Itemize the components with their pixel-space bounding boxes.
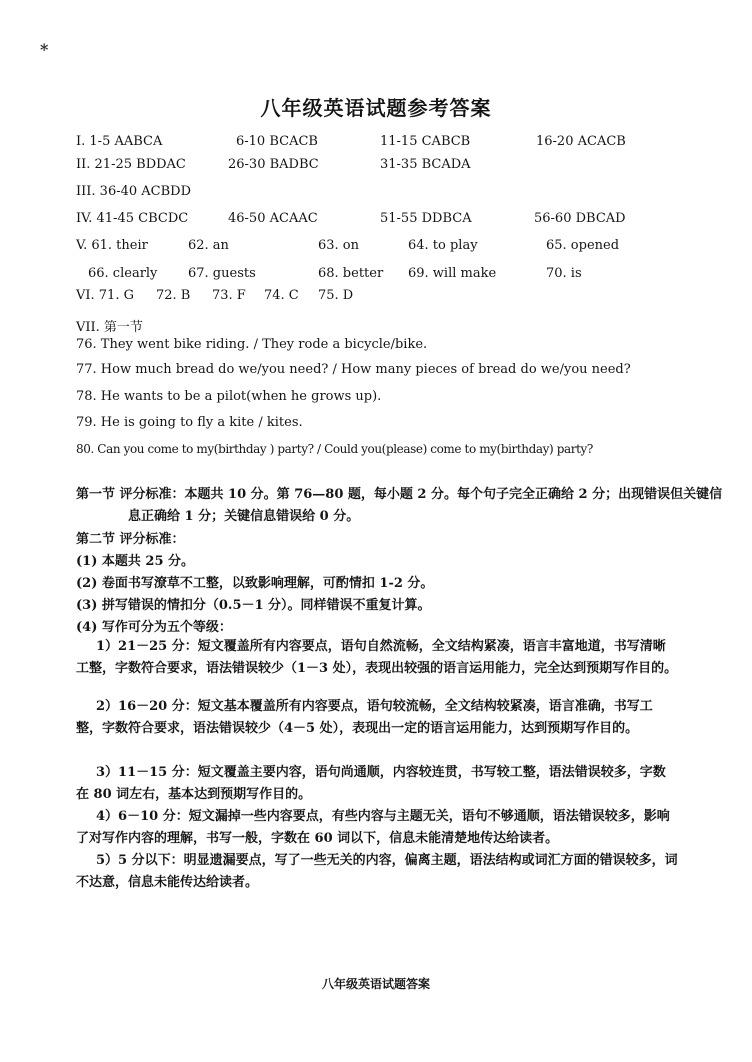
answer-item: 64. to play (408, 238, 478, 253)
scoring-part-1: 第一节 评分标准：本题共 10 分。第 76—80 题，每小题 2 分。每个句子完全正确给 2 分；出现错误但关键信息正确给 1 分；关键信息错误给 0 分。 (76, 487, 723, 524)
answer-sentence: 78. He wants to be a pilot(when he grows up). (76, 389, 382, 404)
answer-item: 62. an (188, 238, 229, 253)
answer-item: 70. is (546, 266, 582, 281)
answer-item: 75. D (318, 288, 354, 303)
answer-group: 31-35 BCADA (380, 157, 471, 172)
answer-item: 63. on (318, 238, 360, 253)
answer-item: 69. will make (408, 266, 497, 281)
scoring-item: (3) 拼写错误的情扣分（0.5－1 分）。同样错误不重复计算。 (76, 598, 431, 613)
answer-group: 46-50 ACAAC (228, 211, 318, 226)
answer-row-section-4 (0, 211, 752, 231)
grade-level-2: 2）16－20 分：短文基本覆盖所有内容要点，语句较流畅，全文结构较紧凑，语言准确，书写工整，字数符合要求，语法错误较少（4－5 处），表现出一定的语言运用能力，达到预期写作目的。 (76, 699, 653, 736)
page-footer: 八年级英语试题答案 (321, 977, 430, 991)
answer-item: VI. 71. G (76, 288, 134, 303)
answer-group: 26-30 BADBC (228, 157, 319, 172)
answer-item: 74. C (264, 288, 299, 303)
answer-row-section-6 (0, 288, 752, 308)
answer-row-section-2 (0, 157, 752, 177)
answer-group: II. 21-25 BDDAC (76, 157, 186, 172)
answer-group: 51-55 DDBCA (380, 211, 472, 226)
answer-item: 67. guests (188, 266, 256, 281)
answer-group: 56-60 DBCAD (534, 211, 626, 226)
answer-row-section-1 (0, 134, 752, 154)
page-title: 八年级英语试题参考答案 (260, 96, 492, 120)
answer-item: 65. opened (546, 238, 620, 253)
answer-row-section-5a (0, 238, 752, 258)
scoring-item: (1) 本题共 25 分。 (76, 554, 195, 569)
answer-sentence: 80. Can you come to my(birthday ) party? / Could you(please) come to my(birthday) party? (76, 442, 593, 456)
answer-item: 73. F (212, 288, 246, 303)
answer-sentence: 79. He is going to fly a kite / kites. (76, 415, 303, 430)
answer-row-section-3 (0, 184, 752, 204)
scoring-item: (2) 卷面书写潦草不工整，以致影响理解，可酌情扣 1-2 分。 (76, 576, 434, 591)
answer-sentence: 76. They went bike riding. / They rode a bicycle/bike. (76, 337, 428, 352)
answer-item: 66. clearly (88, 266, 158, 281)
answer-sentence: 77. How much bread do we/you need? / How many pieces of bread do we/you need? (76, 362, 631, 377)
answer-row-section-5b (0, 266, 752, 286)
answer-item: 68. better (318, 266, 384, 281)
answer-group: IV. 41-45 CBCDC (76, 211, 189, 226)
section-7-heading: VII. 第一节 (76, 320, 143, 335)
grade-level-5: 5）5 分以下：明显遗漏要点，写了一些无关的内容，偏离主题，语法结构或词汇方面的错误较多，词不达意，信息未能传达给读者。 (76, 853, 678, 890)
scoring-item: (4) 写作可分为五个等级： (76, 620, 232, 635)
answer-item: V. 61. their (76, 238, 148, 253)
grade-level-1: 1）21－25 分：短文覆盖所有内容要点，语句自然流畅，全文结构紧凑，语言丰富地道，书写清晰工整，字数符合要求，语法错误较少（1－3 处），表现出较强的语言运用能力，完全达到预期写作目的。 (76, 639, 678, 676)
answer-item: 72. B (156, 288, 191, 303)
grade-level-4: 4）6－10 分：短文漏掉一些内容要点，有些内容与主题无关，语句不够通顺，语法错误较多，影响了对写作内容的理解，书写一般，字数在 60 词以下，信息未能清楚地传达给读者。 (76, 809, 670, 846)
grade-level-3: 3）11－15 分：短文覆盖主要内容，语句尚通顺，内容较连贯，书写较工整，语法错误较多，字数在 80 词左右，基本达到预期写作目的。 (76, 765, 666, 802)
answer-group: 16-20 ACACB (536, 134, 626, 149)
answer-group: I. 1-5 AABCA (76, 134, 163, 149)
answer-group: III. 36-40 ACBDD (76, 184, 192, 199)
answer-group: 6-10 BCACB (236, 134, 318, 149)
scan-mark: * (40, 40, 49, 59)
scoring-part-2-heading: 第二节 评分标准： (76, 532, 185, 547)
answer-group: 11-15 CABCB (380, 134, 471, 149)
